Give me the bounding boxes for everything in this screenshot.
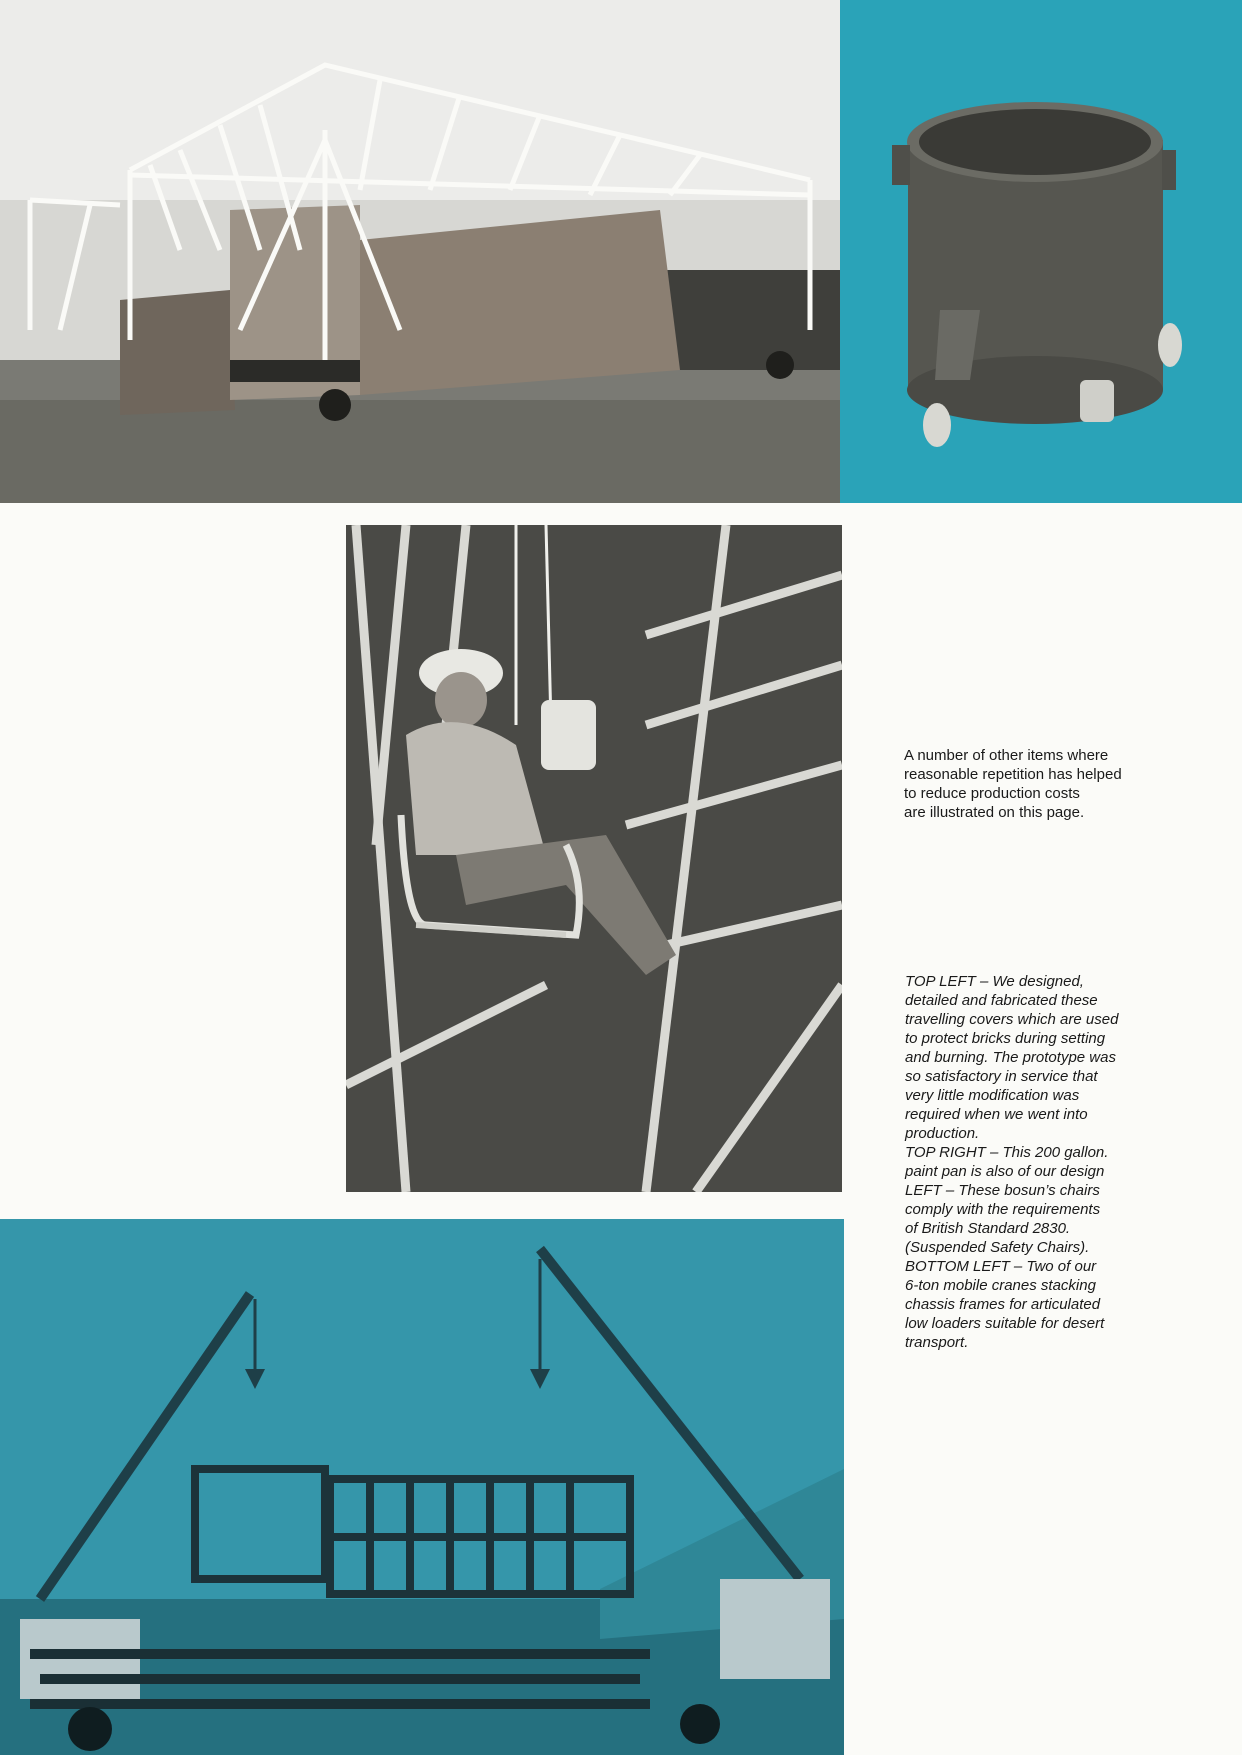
- caption-line: detailed and fabricated these: [905, 992, 1098, 1009]
- caption-line: paint pan is also of our design: [905, 1163, 1105, 1180]
- intro-line: A number of other items where: [904, 747, 1109, 764]
- caption-line: TOP RIGHT – This 200 gallon.: [905, 1144, 1109, 1161]
- caption-line: LEFT – These bosun’s chairs: [905, 1182, 1100, 1199]
- photo-mobile-cranes: [0, 1219, 844, 1755]
- caption-line: comply with the requirements: [905, 1201, 1101, 1218]
- intro-line: are illustrated on this page.: [904, 804, 1085, 821]
- caption-line: chassis frames for articulated: [905, 1296, 1101, 1313]
- caption-line: very little modification was: [905, 1087, 1080, 1104]
- photo-bosuns-chair: [346, 525, 842, 1192]
- caption-line: TOP LEFT – We designed,: [905, 973, 1084, 990]
- caption-line: (Suspended Safety Chairs).: [905, 1239, 1090, 1256]
- caption-line: of British Standard 2830.: [905, 1220, 1071, 1237]
- caption-line: low loaders suitable for desert: [905, 1315, 1105, 1332]
- photo-paint-pan: [840, 0, 1242, 503]
- caption-line: transport.: [905, 1334, 969, 1351]
- caption-line: production.: [905, 1125, 980, 1142]
- photo-travelling-covers: [0, 0, 840, 503]
- photo-captions: [905, 972, 1225, 1352]
- intro-line: to reduce production costs: [904, 785, 1080, 802]
- intro-line: reasonable repetition has helped: [904, 766, 1122, 783]
- caption-line: required when we went into: [905, 1106, 1088, 1123]
- caption-line: travelling covers which are used: [905, 1011, 1119, 1028]
- caption-line: BOTTOM LEFT – Two of our: [905, 1258, 1097, 1275]
- caption-line: so satisfactory in service that: [905, 1068, 1098, 1085]
- caption-line: to protect bricks during setting: [905, 1030, 1106, 1047]
- caption-line: 6-ton mobile cranes stacking: [905, 1277, 1096, 1294]
- intro-text: [904, 746, 1204, 822]
- caption-line: and burning. The prototype was: [905, 1049, 1116, 1066]
